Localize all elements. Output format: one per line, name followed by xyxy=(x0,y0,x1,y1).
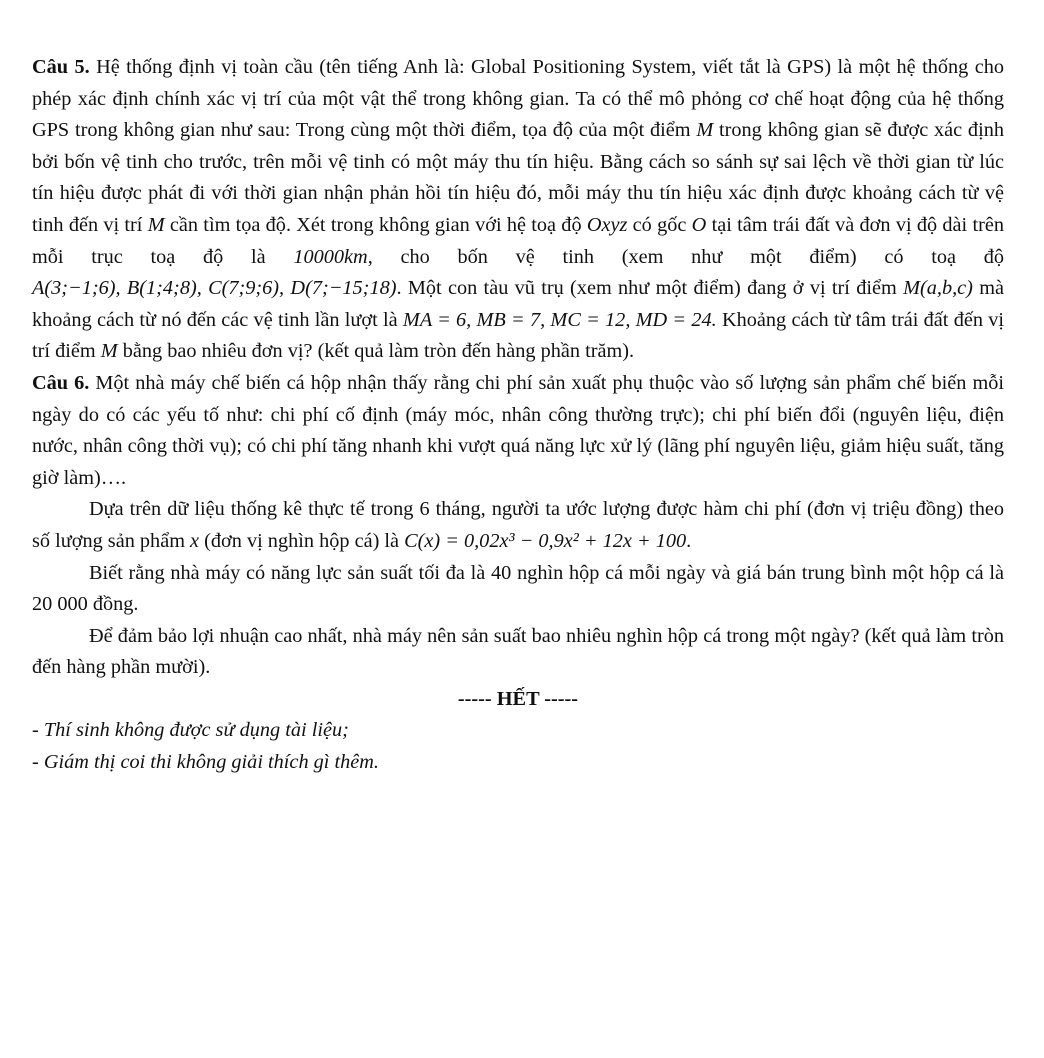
question-5-label: Câu 5. xyxy=(32,56,90,78)
var-m: M xyxy=(100,340,118,363)
question-5 xyxy=(32,52,1004,368)
question-5-text-d: có gốc xyxy=(627,213,692,236)
question-5-text-g: . Một con tàu vũ trụ (xem như một điểm) đang ở vị trí điểm xyxy=(396,277,904,300)
exam-page xyxy=(32,52,1004,779)
question-6-para-2-b: (đơn vị nghìn hộp cá) là xyxy=(199,529,405,552)
var-oxyz: Oxyz xyxy=(586,213,628,236)
point-m: M(a,b,c) xyxy=(903,277,973,300)
cost-formula: C(x) = 0,02x³ − 0,9x² + 12x + 100 xyxy=(404,529,687,552)
unit-value: 10000km xyxy=(293,245,368,268)
question-6-para-2 xyxy=(32,494,1004,557)
end-marker: ----- HẾT ----- xyxy=(457,687,579,710)
var-o: O xyxy=(691,213,707,236)
satellite-points: A(3;−1;6), B(1;4;8), C(7;9;6), D(7;−15;18) xyxy=(32,277,397,300)
note-1: - Thí sinh không được sử dụng tài liệu; xyxy=(32,719,349,742)
distances: MA = 6, MB = 7, MC = 12, MD = 24. xyxy=(402,308,717,331)
question-5-text-h: mà khoảng cách từ nó đến các vệ tinh lần lượt là xyxy=(32,277,1005,331)
question-6-para-4: Để đảm bảo lợi nhuận cao nhất, nhà máy nên sản suất bao nhiêu nghìn hộp cá trong một ngày? (kết quả làm tròn đến hàng phần mười). xyxy=(32,624,1004,679)
question-5-text-a: Hệ thống định vị toàn cầu (tên tiếng Anh là: Global Positioning System, viết tắt là GPS) là một hệ thống cho phép xác định chính xác vị trí của một vật thể trong không gian. Ta có thể mô phỏng cơ chế hoạt động của hệ thống GPS trong không gian như sau: Trong cùng một thời điểm, tọa độ của một điểm xyxy=(32,56,1004,142)
question-5-text-c: cần tìm tọa độ. Xét trong không gian với hệ toạ độ xyxy=(164,213,587,236)
var-m: M xyxy=(696,119,714,142)
question-6-para-2-a: Dựa trên dữ liệu thống kê thực tế trong 6 tháng, người ta ước lượng được hàm chi phí (đơn vị triệu đồng) theo số lượng sản phẩm xyxy=(32,498,1004,552)
question-6-para-3: Biết rằng nhà máy có năng lực sản suất tối đa là 40 nghìn hộp cá mỗi ngày và giá bán trung bình một hộp cá là 20 000 đồng. xyxy=(32,561,1004,616)
question-6-para-1: Một nhà máy chế biến cá hộp nhận thấy rằng chi phí sản xuất phụ thuộc vào số lượng sản phẩm chế biến mỗi ngày do có các yếu tố như: chi phí cố định (máy móc, nhân công thường trực); chi phí biến đổi (nguyên liệu, điện nước, nhân công thời vụ); có chi phí tăng nhanh khi vượt quá năng lực xử lý (lãng phí nguyên liệu, giảm hiệu suất, tăng giờ làm)…. xyxy=(32,371,1004,489)
question-5-text-i: Khoảng cách từ tâm trái đất đến vị trí điểm xyxy=(32,308,1005,363)
question-6-label: Câu 6. xyxy=(32,371,90,394)
var-x: x xyxy=(190,529,200,552)
note-2: - Giám thị coi thi không giải thích gì thêm. xyxy=(32,751,379,774)
question-5-text-b: trong không gian sẽ được xác định bởi bốn vệ tinh cho trước, trên mỗi vệ tinh có một máy thu tín hiệu. Bằng cách so sánh sự sai lệch về thời gian từ lúc tín hiệu được phát đi với thời gian nhận phản hồi tín hiệu đó, mỗi máy thu tín hiệu xác định được khoảng cách từ vệ tinh đến vị trí xyxy=(32,119,1004,236)
question-5-text-j: bằng bao nhiêu đơn vị? (kết quả làm tròn đến hàng phần trăm). xyxy=(117,340,635,363)
question-5-text-f: , cho bốn vệ tinh (xem như một điểm) có toạ độ xyxy=(367,245,1004,268)
var-m: M xyxy=(147,213,165,236)
question-6-para-2-c: . xyxy=(686,529,692,552)
question-5-text-e: tại tâm trái đất và đơn vị độ dài trên mỗi trục toạ độ là xyxy=(32,213,1004,268)
question-6 xyxy=(32,368,1004,494)
